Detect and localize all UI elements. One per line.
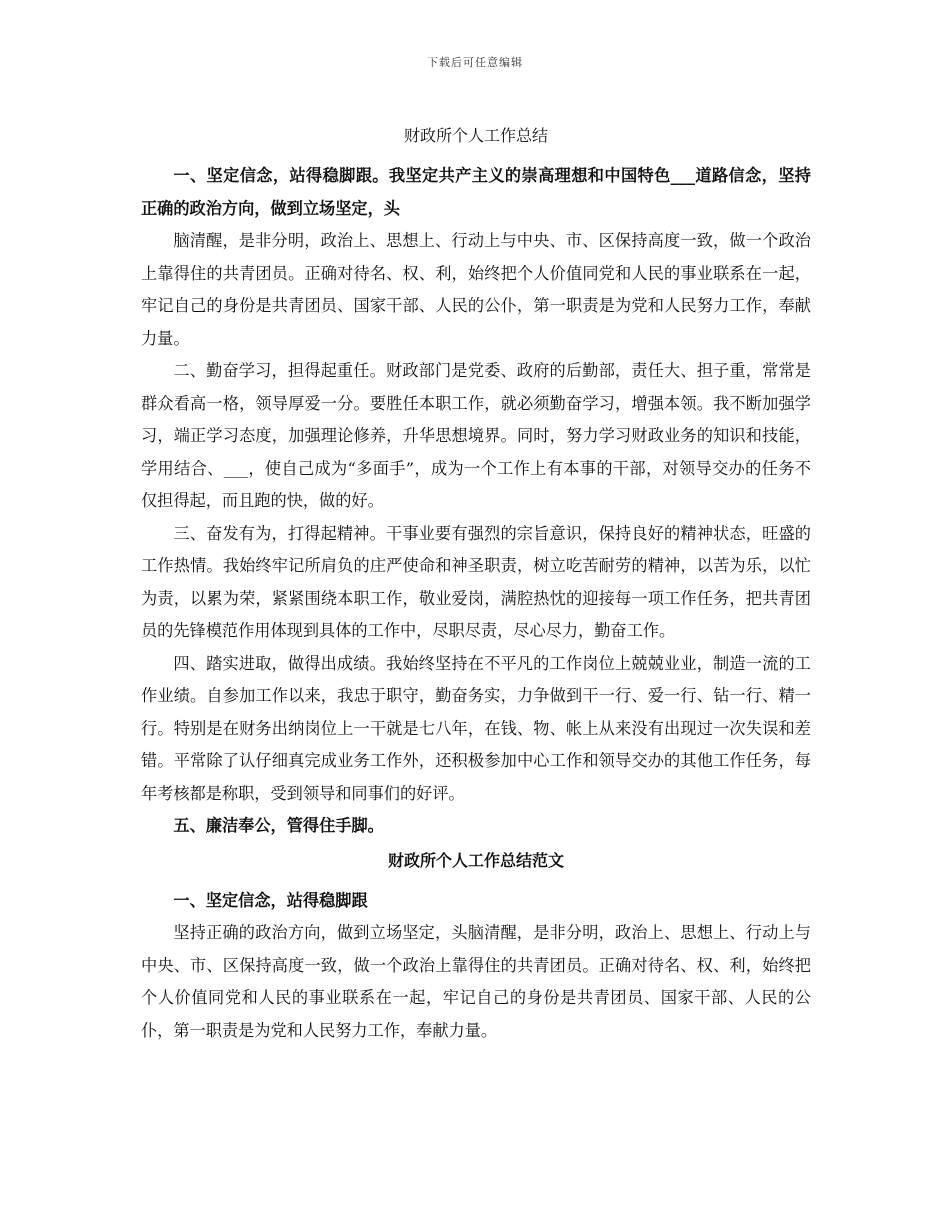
document-title: 财政所个人工作总结 — [403, 126, 548, 145]
section-3-paragraph: 三、奋发有为，打得起精神。干事业要有强烈的宗旨意识，保持良好的精神状态，旺盛的工作热情。我始终牢记所肩负的庄严使命和神圣职责，树立吃苦耐劳的精神，以苦为乐，以忙为责，以累为荣，紧紧围绕本职工作，敬业爱岗，满腔热忱的迎接每一项工作任务，把共青团员的先锋模范作用体现到具体的工作中，尽职尽责，尽心尽力，勤奋工作。 — [141, 523, 811, 640]
section-2-paragraph: 二、勤奋学习，担得起重任。财政部门是党委、政府的后勤部，责任大、担子重，常常是群众看高一格，领导厚爱一分。要胜任本职工作，就必须勤奋学习，增强本领。我不断加强学习，端正学习态度，加强理论修养，升华思想境界。同时，努力学习财政业务的知识和技能，学用结合、___，使自己成为“多面手”，成为一个工作上有本事的干部，对领导交办的任务不仅担得起，而且跑的快，做的好。 — [141, 361, 811, 510]
header-note: 下载后可任意编辑 — [427, 56, 523, 69]
section-1-body: 脑清醒，是非分明，政治上、思想上、行动上与中央、市、区保持高度一致，做一个政治上靠得住的共青团员。正确对待名、权、利，始终把个人价值同党和人民的事业联系在一起，牢记自己的身份是共青团员、国家干部、人民的公仆，第一职责是为党和人民努力工作，奉献力量。 — [141, 231, 811, 348]
section-4-paragraph: 四、踏实进取，做得出成绩。我始终坚持在不平凡的工作岗位上兢兢业业，制造一流的工作业绩。自参加工作以来，我忠于职守，勤奋务实，力争做到干一行、爱一行、钻一行、精一行。特别是在财务出纳岗位上一干就是七八年，在钱、物、帐上从来没有出现过一次失误和差错。平常除了认仔细真完成业务工作外，还积极参加中心工作和领导交办的其他工作任务，每年考核都是称职，受到领导和同事们的好评。 — [141, 653, 811, 803]
section-5-heading: 五、廉洁奉公，管得住手脚。 — [173, 816, 384, 835]
document-content — [141, 122, 811, 1047]
sub-section-1-body: 坚持正确的政治方向，做到立场坚定，头脑清醒，是非分明，政治上、思想上、行动上与中央、市、区保持高度一致，做一个政治上靠得住的共青团员。正确对待名、权、利，始终把个人价值同党和人民的事业联系在一起，牢记自己的身份是共青团员、国家干部、人民的公仆，第一职责是为党和人民努力工作，奉献力量。 — [141, 923, 811, 1040]
sub-section-1-heading: 一、坚定信念，站得稳脚跟 — [173, 890, 368, 910]
section-1-heading: 一、坚定信念，站得稳脚跟。我坚定共产主义的崇高理想和中国特色___道路信念，坚持正确的政治方向，做到立场坚定，头 — [141, 166, 811, 218]
document-subtitle: 财政所个人工作总结范文 — [387, 850, 564, 870]
